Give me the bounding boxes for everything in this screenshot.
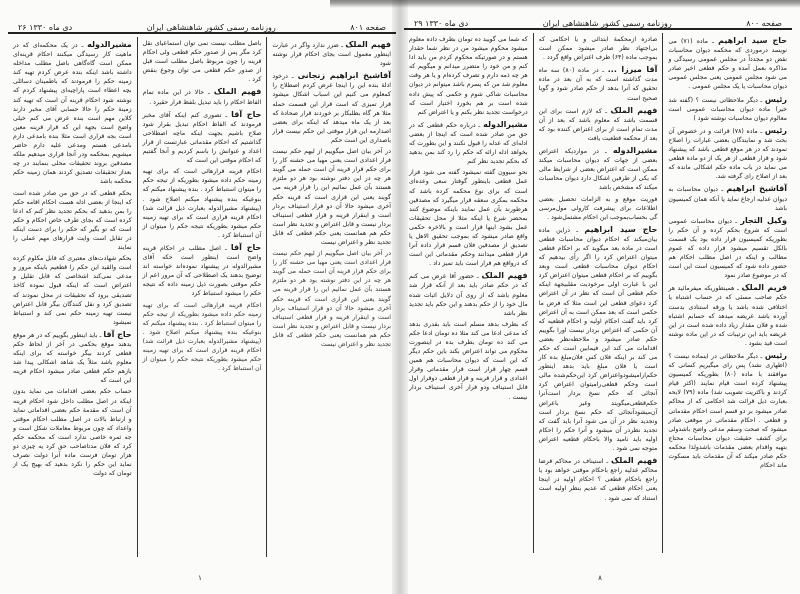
speaker-name: آقا میرزا ... <box>607 65 658 75</box>
paragraph: آقاشیخ ابراهیم زنجانی ـ درخود ادلهٔ بنده این را اینجا عرض کردم اصطلاح را کمعلوم می کنیم این اسباب اشکال میشود قرار تمیزی که است قرار این قسمت حمله مثلا هر گاه بطلبکار بر خوردند قرار صحادة که بعد از یک ماه میدهد که اینکه برای بعضی اصدارمه این قرار موقتی این حکم نیست قرار باصداری این است حکم <box>272 71 391 144</box>
paragraph: که بطرف بدهد مسلم است باید بقدری بدهد که مدعی ادعا می کند مثلا ده تومان ادعا حکم می کند ده تومان بطرف بده در اینصورت محکوم می تواند اعتراض بکند باین حکم دیگر که این است که دیوان محاسبات هم همین قسم چهار قرار است قرار مقدماتی وقرار اعدادی و قرار قرینه و قرار قطعی دوقرار اول قابل استیناف ودو قرار آخری استیناف بردار نیست . <box>408 320 528 401</box>
paragraph: صادره ازمحکمهٔ ابتدائی و یا احکامی که بی‌اجتهاد نظر صادر میشود ممکن است بموجب ماده (۶۴) طرف اعتراض واقع گردد . <box>538 36 658 62</box>
paragraph: وکیل التجار ـ دیوان محاسبات عمومی است که شروع بحکم کرده و آن حکم را بطوریکه کمیسیون قرار داده بود یک قسمت بالکل تقسیم میشود قرار داده که عموم مطالب و اینکه در اصل مطلب احکام هم حضور داده شود که کمیسیون است این است که در موضوع صادر نمود <box>668 215 787 280</box>
paragraph: رئیس ـ دیگر ملاحظاتی نیست ؟ (گفته شد خیر) ماده دیوان محاسبات عمومی است معالوم دیوان محاسبات نوشته شود ) <box>668 94 788 122</box>
column-left <box>404 33 534 553</box>
speaker-name: فهیم الملک <box>610 105 658 115</box>
page-footer-marker: ۱ <box>198 574 202 582</box>
paragraph: فهیم الملک ـ حضور آقا عرض می کنم که در حکم صادر باید بعد از آنکه قرار شد معلوم باشد که از روی آن دلایل اثبات شده مال خود را از حکم بدهند و این حکم باید تجدید نظر باشد <box>408 271 528 317</box>
paragraph: حاج سید ابراهیم ـ ماده (۷۱) می نویسد درموردی که محکمه دیوان محاسبات نقض دو مجدداً در مجلس عمومی رسیدگی و مذاکره بعمل آمده و حکم قطعی اخیر صادر می شود مجلس عمومی یعنی مجلس عمومی دیوان محاسبات یا یک مجلس عمومی . <box>668 36 787 91</box>
columns <box>8 37 396 557</box>
column-middle <box>138 37 268 557</box>
paragraph: که شما می گویید ده تومان بطرف داده معلوم میشود محکوم میشود من در نظر شما حقدار هستم و در صورتیکه محکوم کردم من باید ادا کنم و من خود را متضرر میدانم و میگویم که هر چه ذمه دارم و تصرف کرده‌ام و یا هر وقت معلوم شد من که پسرم باشد میتوانم در دیوان محاسبات شاکی شوم و حکمی که پیش داده شده است بر هم بخورد اختیار است که درخواست تجدید نظر بکنم و یا اعتراض کنم <box>408 36 528 116</box>
paragraph: مشیرالدوله ـ در مواردیکه اعتراض بعضی از جهات که دیوان محاسبات میکند ممکن است که اعتراض بعضی از شرایط مالی که یکی از طرفین اشکال دارد دیوان محاسبات میکند که مشخص باشد <box>538 146 658 192</box>
speaker-name: فهیم الملک <box>481 271 528 281</box>
book-gutter <box>392 0 408 594</box>
speaker-name: رئیس <box>764 125 787 135</box>
paragraph: حاج آقا ـ تصوری کنم اینکه آقای مخبر فرمودند که الفاظ احکام تبدیل بقرار شود صلاح باشیم بجهت اینکه ماچه اصطلاحی گذاشتیم که احکام مقدماتی عبارتست از قرار اعداد و عنوانش را باسم کردیم و آنجا گفتیم که احکام موقتی این است که <box>142 109 262 165</box>
paragraph: بحکم شهادت‌های معتبری که قابل مکلوم کرده است والقید این حکم را قطعیم باینکه مرور و مدعی نمی‌کند اشخاصی که قابل تقلیل و اعتراض است که اینکه قبول نموده کاخذ تصدیقی برود که تحقیقات در محل نمودند که تصدیق کرد و نقل کنندگان بیگر قابل اعتراض نیست تهیه زمینه حکم نمی کند و استنباط نمیشود <box>12 255 132 326</box>
paragraph: احکام قرینه قرارهائی است که برای تهیه زمینه حکم داده میشود بطوریکه از تیجه حکم را میتوان استنباط کرد . بنده پیشنهاد میکنم که بنوعیکه بنده پیشنهاد میکنم اصلاح شود . (پیشنهاد مشیرالدوله بعبارت ذیل قرائت شد) احکام قرینه قراری است که برای تهیه زمینه حکم میشود بطوریکه نتیجه حکم را میتوان از آن استنباط کرد . <box>142 301 262 373</box>
speaker-name: آقاشیخ ابراهیم زنجانی <box>297 71 391 81</box>
header-date: ۲۶ دی ماه ۱۳۳۰ <box>18 23 73 32</box>
paragraph: حساب حکم بعضی اقدامات می نماید بدون اینکه در اصل مطلب داخل شود احکام قرینه آن است که مقدمهٔ حکم بعضی اقداماتی نماید و ارتباط بالات در اصل مطلب احکام موقتی واعداد که چون مربوط معاملات شکل است و جه ثمره خاصی ندارد است که محکمه حکم کرد که فلان مدتاصاحب حق کرد یه چیزی دو هزار تومان فرست ماده آنرا دولت نصرف نماید این حکم را نکرد بدهید که بهیج یک از تومان که دولت <box>12 388 132 478</box>
speaker-name: مشیرالدوله <box>483 119 528 129</box>
header-page-number: صفحه ۸۰۱ <box>350 23 386 32</box>
columns <box>404 33 792 553</box>
paragraph: فهیم الملک ـ حالا در این ماده تمام الفاظ احکام را باید تبدیل بلفظ قرار حقیرد . <box>142 87 262 106</box>
paragraph: در آخر بیان اصل میگوییم از لیهم حکم نیست قرار اعدادی است یعنی مهیا می حشنه کار را برای حکم قرار قرینه آن است حمله می گویند هر چه در این دفتر نوشته بود هر دو ملتزم هستند بآن عمل نمائیم این را قرار قرینه می گویند یعنی این قراری است که قرینه حکم آخری میشود حالا آن دو قرار استیناف بردار است و اینقرار قرینه و قرار قطعی استیناف بردار نیست و قابل اعتراض و تجدید نظر است حکم هم همانست یعنی حکم قطعی که قابل تجدید نظر و اعتراض نیست <box>272 148 391 246</box>
header-title: روزنامه رسمی کشور شاهنشاهی ایران <box>146 23 276 32</box>
speaker-name: فهیم الملک <box>213 87 262 97</box>
paragraph: بحکم قطعی که در حق من صادر شده است که اینجا از بعضی ادله هست احکام اقامه حکم را بمن بدهید که بحکم تجدید نظر کنم که ادعا کرده است که بجای طرف خاص احکام و حکم است که تو بگیر که حکم را برای دست اینکه در تقابل است وایت قرارهای مهم عملی را نمایند <box>12 189 132 252</box>
speaker-name: فریم الملک <box>741 283 788 293</box>
paragraph: فهیم الملک ـ استیناف در محاکم قرضا محاکم عدلیه راجع باحکام موقتی خواهد بود یا راجع باحکام قطعی ؟ احکام اولیه در اینجا یعنی احکام قطعی که عدیم بنظر اولیه است استناد که نمی شود . <box>538 456 658 502</box>
paragraph: آقاشیخ ابراهیم ـ دیوان محاسبات به دیوان عدلیه ارجاع نماید یا آنکه همان کمیسیون باشد <box>668 184 788 212</box>
header-date: ۲۹ دی ماه ۱۳۳۰ <box>414 19 469 28</box>
page-header <box>8 18 396 34</box>
page-right <box>400 0 800 594</box>
paragraph: حاج سید ابراهیم ـ دراین ماده بیان‌میکند که احکام دیوان محاسبات قطعی است در ماده بعد میگوید که بر احکام قطعی میتوان اعتراض کرد را اگر رأی بیدهیم که احکام دیوان محاسبات قطعی است وبعد بگوییم که بر احکام قطعی میتوان اعتراض کرد این با عبارت اولی مرخودیت مقلبیجهة اینکه حکم قطعی آن است که نظر در آن اعتراض کرد دعوای قطعی این است مثلا که فرض ما حکمی است که بعد ممکن است به آن اعتراض کرد باید گفت احکام اولیه و احکام قطعیه که آن حکمی که اعتراض بردار نیست اورا بگوییم حکم صادر میشود و ملاحظه‌نظر بعضی اقدامات می کند این فیمابین است که حکم می کند بر اینکه فلان کس فلان‌مبلغ بده کار است یا فلان مبلغ باید بدهد اینطور حکم‌ارامیشودواعتراض کرد این‌حکم‌شده مالی است وحکم قطعی‌را‌میتوان اعتراض کرد آنجائی که حکم نسخ بردار است‌آنرا حکم‌قطعی‌میگویند وغیر باعراض آن‌میشودآنجائی که حکم نسخ بردار است وتجدید نظر در آن می شود آنرا باید گفت که تجدید نظردر آن میشود و آنرا حکم را احکام اولیه باید نامید والا باحکام قطعیه اعتراض متوجه نمی شود . <box>538 224 658 453</box>
paragraph: احکام قرینه قرارهائی است که برای تهیه زمینه حکم داده میشود بطوریکه از تیجه حکم را میتوان استنباط کرد . بنده پیشنهاد میکنم که بنوعیکه بنده پیشنهاد میکنم اصلاح شود . (پیشنهاد مشیرالدوله بعبارت ذیل قرائت شد) احکام قرینه قراری است که برای تهیه زمینه حکم میشود بطوریکه نتیجه حکم را میتوان از آن استنباط کرد . <box>142 168 262 239</box>
speaker-name: وکیل التجار <box>740 215 787 225</box>
page-header <box>404 14 792 30</box>
scan-edge <box>330 0 800 8</box>
speaker-name: فهیم الملک <box>345 40 391 49</box>
paragraph: در آخر بیان اصل میگوییم از لیهم حکم نیست قرار اعدادی است یعنی مهیا می حشنه کار را برای حکم قرار قرینه آن است حمله می گویند هر چه در این دفتر نوشته بود هر دو ملتزم هستند بآن عمل نمائیم این را قرار قرینه می گویند یعنی این قراری است که قرینه حکم آخری میشود حالا آن دو قرار استیناف بردار است و اینقرار قرینه و قرار قطعی استیناف بردار نیست و قابل اعتراض و تجدید نظر است حکم هم همانست یعنی حکم قطعی که قابل تجدید نظر و اعتراض نیست <box>272 250 391 348</box>
paragraph: باصل مطلب نیست نمی توان استماعیای نقل کرد مگر پس از صدور حکم قطعی ولی احکام قرینه را چون مربوط باصل مطلب است قبل از صدور حکم قطعی می توان وجوع بنقض کرد . <box>142 40 262 84</box>
speaker-name: حاج آقا <box>103 329 132 339</box>
paragraph: نحو سیوون گفته نمیشود گفته می شود قرار عمل قطعی باینطور گوفتار سعی وعده‌ای است که برای نوع محکمه کرده باشد که محکمه بمکری سعقه قرار میگیرد که مصدقین هرطورند بآن عمل نمایند باینکه موضوع کنند بمحضر شرع یا اینکه مثلا از محل تحقیقات عمل بشود اینها قرار است و بالاخره حکمی واقع صادر میشود که بموجب تحقیق الاهل یا تصدیق از مصدقین فلان قسم قرار داده آنرا قرار قطعی میدانند وحکم مقدماتی این است که درواقع هم قرار است باید تمیز داد . <box>408 169 528 268</box>
speaker-name: آقاشیخ ابراهیم <box>726 184 788 194</box>
paragraph: رئیس ـ دیگر ملاحظاتی در اینماده نیست ؟ (اظهاری نشد) پس رای میگیریم کسانی که موافقند با ماده (۸۰) بطوریکه کمیسیون پیشنهاد کرده است قیام نمایند (اکثر قیام کردند و باکثریت تصویب شد) ماده (۷۹) لایحه بعبارت ذیل قرائت شد احکامی که از محاکم صادر میشود بر دو قسم است احکام مقدماتی و قطعی . احکام مقدماتی در موقعی صادر میشود که صحت وسقم مدعی واضح باشدولی برای کشف حقیقت دیوان محاسبات محتاج بتهیه واقدام بعضی مقدمات باشدولذا محکمه حکم صادر میکند که آن مقدمات باید مسکوت ماند احکام <box>668 351 788 470</box>
paragraph: حاج آقا ـ باید اینطور بگوییم که در هر موقع بدهند موقع بحکمی در آخر از لحاظ حکم قطعی کردند بیگر خواسته که برای اینکه معلوم باشد مثلاً یک شاهد اشکالی پیدا شد بازهم حکم قطعی صادر میشود احکام قرینه این است که <box>12 329 132 385</box>
column-middle <box>534 33 664 553</box>
speaker-name: رئیس <box>764 351 787 360</box>
speaker-name: حاج آقا <box>230 242 262 252</box>
column-right <box>663 33 792 553</box>
paragraph: رئیس ـ ماده (۷۸) قرائت و در خصوص آن بحث شد و نمایندگان بعضی عبارات را اصلاح نمودند که در هر موقع قطعی باشد که پیشنهاد شود و قرار قطعی از هر یک از دو ماده قطعی می نماید در باب ماده حکم اشکالی مانده که بعد از اصلاح رای گرفته شد. <box>668 125 787 181</box>
speaker-name: حاج آقا <box>231 109 262 119</box>
header-title: روزنامه رسمی کشور شاهنشاهی ایران <box>542 19 672 28</box>
column-right <box>267 37 396 557</box>
column-left <box>8 37 138 557</box>
page-footer-marker: ۸ <box>598 574 602 582</box>
speaker-name: مشیرالدوله <box>87 40 132 49</box>
paragraph: فریم الملک ـ همینطوریکه میفرمائید هر حکم صاحب مسئی که در حساب اشتباه یا اختلافی شده باشد یا ورقه استنادی بدست آورده باشد عریضه میدهد که حسابم اشتباه شده و فلان مقدار زیاد داده شده است در این عریضه باید این ترتیبات که در این ماده نوشته است قید بشود . <box>668 283 788 347</box>
speaker-name: حاج سید ابراهیم <box>718 36 787 45</box>
speaker-name: حاج سید ابراهیم <box>584 224 658 234</box>
paragraph: فهیم الملک ـ ضرر ندارد واگر در عبارت اینطور معمول است بجای احکام قرار نوشته شود <box>272 40 391 68</box>
paragraph: آقا میرزا ... ـ در ماده (۸۰) سه ماه مدت گذاشته است که به آن بعد در ماده تحقیق که آنرا بدهد از حکم صادر شود و گویا صحیح است <box>538 65 658 102</box>
speaker-name: فهیم الملک <box>611 456 658 466</box>
paragraph: مشیرالدوله ـ درباره حکم قطعی که در حق من صادر شده است که اینجا از بعضی ادله‌ای که عدله را قبول نکنند و این بطورت که بخواهد ادله ارائه که حکم را رد کند بمن بدهید که بحکم تجدید نظر کنم <box>408 119 528 166</box>
paragraph: حاج آقا ـ اصل مطلب در احکام قرینه واضح است اینطور است حکه آقای مشیرالدوله در پیشنهاد نموده‌اند خواسته اند توضیح بدهند یک اصطلاحی که آن مرور اعم از حکم موقتی بصورت ذیل زمینه داده که نتیجه حکم را میشود استنباط کرد <box>142 242 262 298</box>
header-page-number: صفحه ۸۰۰ <box>746 19 782 28</box>
paragraph: مشیرالدوله ـ در یک محکمه‌ای که در ماهیت کار رسیدگی میکنند احکام قرینه‌ای ممکن است گاه‌گاهی باصل مطلب مداخله داشته باشد اینکه بنده عرض کردم تهیه کند زمینه حکم را فرمودند که باطمینان دسائلی بچه اعطاء است پاراچیه‌ای پیشنهاد کردم که نوشته شود احکام قرینه آن است که تهیه کند زمینهٔ حکم را حالا حسابی آقای مخبر دارند کلاین مهم است بنده عرض می کنم خیلی واضح است بجهة این که قرار قرینه معین است بجه قراری است مثلا بنده بامدعی دارم بامدعی هستم ومدعی علیه دارم حاضر میشویم بمحکمه ودر آنجا قراری میدهیم ملکه مصدقین بروند تحقیقات محلی بنمایند در چه بعداز تحقیقات تصدیق کردند همان زمینه حکم محکمه باشد <box>12 40 132 186</box>
paragraph: فهیم الملک ـ که لازم است برای این قسمت باشد که معلوم باشد که بعد از آن مدت تمام است از برای اعتراض کننده بود که بعد از محکمه قطعیت یافت <box>538 105 658 142</box>
speaker-name: مشیرالدوله <box>612 146 658 156</box>
speaker-name: رئیس <box>764 94 788 104</box>
paragraph: فوریت موقع و به الزامات تحصیل بعضی اطلاعات برای پیشرفت کارولی مول‌مرسی گی بحساب‌بموجب این احکام مشتمل‌شود . <box>538 195 658 221</box>
